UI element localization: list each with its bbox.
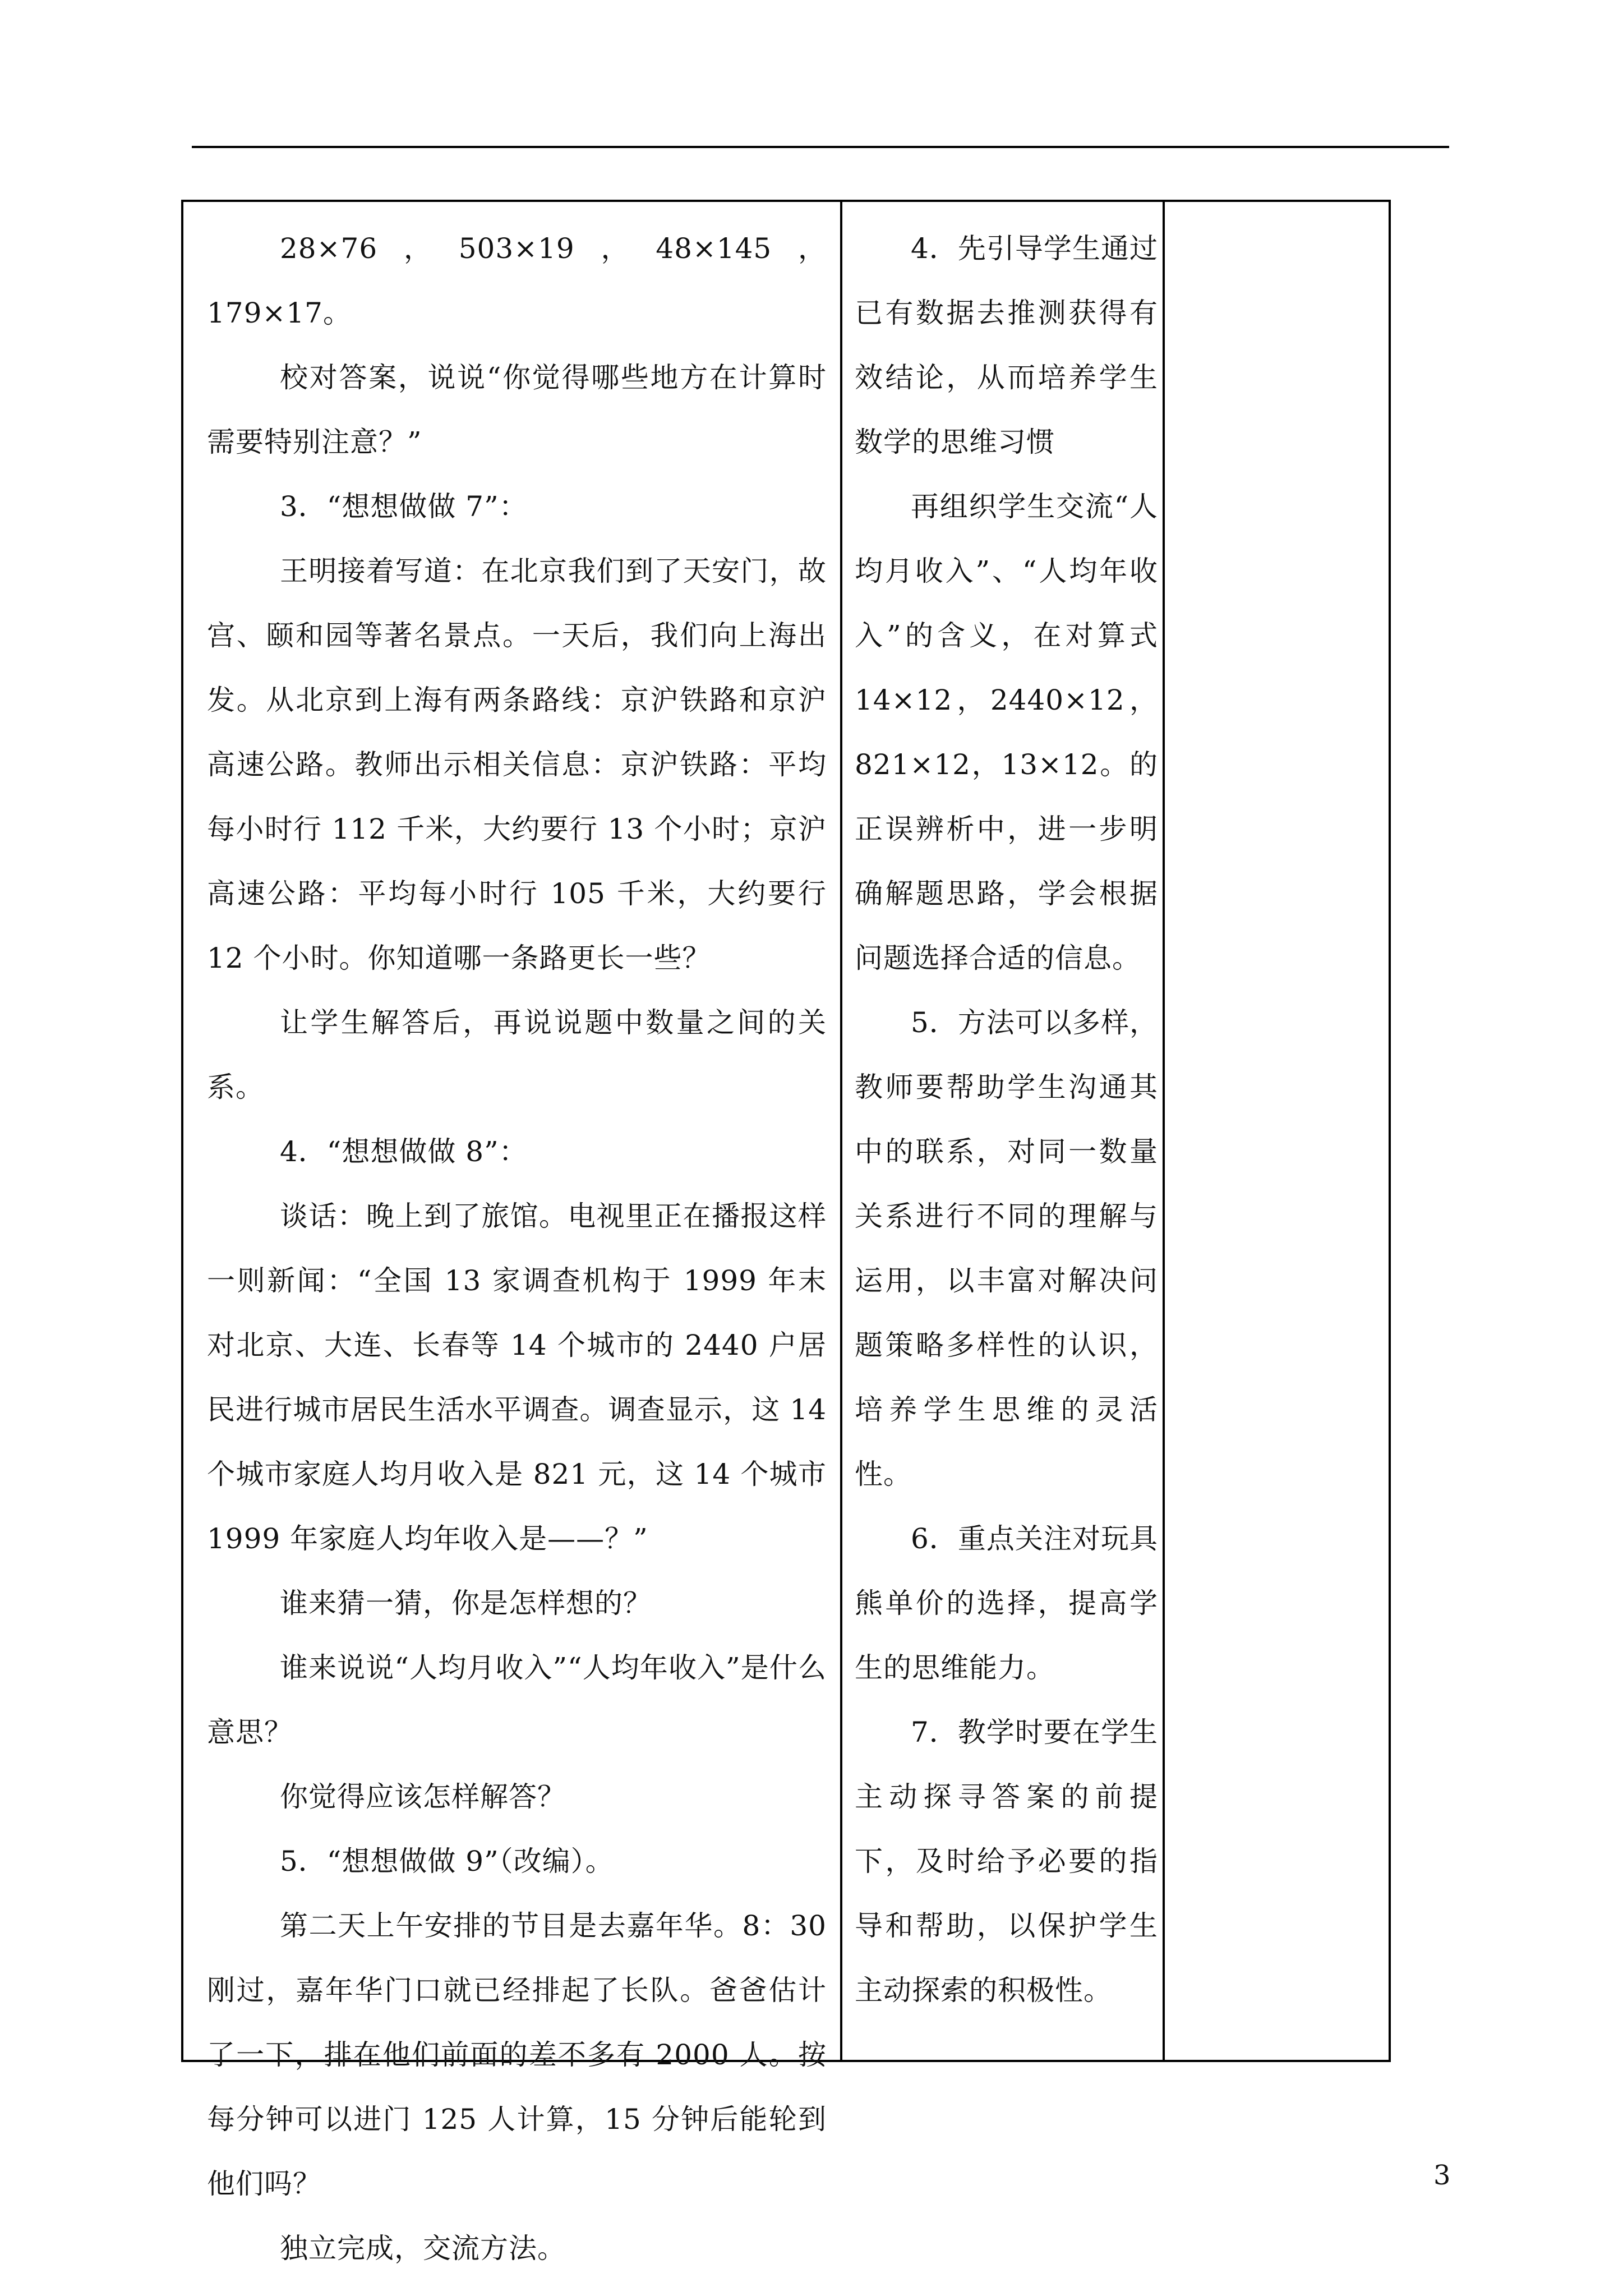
main-paragraph-1: 28×76，503×19，48×145，179×17。 (207, 232, 827, 329)
note-paragraph-3: 5．方法可以多样，教师要帮助学生沟通其中的联系，对同一数量关系进行不同的理解与运用，以丰富对解决问题策略多样性的认识，培养学生思维的灵活性。 (855, 1006, 1158, 1490)
page-number: 3 (1433, 2160, 1451, 2191)
teaching-process-column (183, 202, 842, 2281)
main-paragraph-3: 3．“想想做做 7”： (280, 490, 528, 523)
main-paragraph-5: 让学生解答后，再说说题中数量之间的关系。 (207, 1006, 827, 1103)
note-paragraph-4: 6．重点关注对玩具熊单价的选择，提高学生的思维能力。 (855, 1522, 1158, 1684)
main-paragraph-11: 5．“想想做做 9”（改编）。 (280, 1845, 614, 1878)
main-paragraph-8: 谁来猜一猜，你是怎样想的？ (280, 1587, 652, 1619)
main-paragraph-13: 独立完成，交流方法。 (280, 2232, 566, 2265)
design-notes-column (842, 202, 1165, 2023)
main-paragraph-10: 你觉得应该怎样解答？ (280, 1780, 566, 1813)
main-paragraph-4: 王明接着写道：在北京我们到了天安门，故宫、颐和园等著名景点。一天后，我们向上海出发。从北京到上海有两条路线：京沪铁路和京沪高速公路。教师出示相关信息：京沪铁路：平均每小时行 112 千米，大约要行 13 个小时；京沪高速公路：平均每小时行 105 千米，大约要行 12 个小时。你知道哪一条路更长一些？ (207, 555, 827, 974)
header-rule (192, 146, 1449, 148)
note-paragraph-5: 7．教学时要在学生主动探寻答案的前提下，及时给予必要的指导和帮助，以保护学生主动探索的积极性。 (855, 1716, 1158, 2007)
lesson-table (181, 200, 1391, 2265)
main-paragraph-7: 谈话：晚上到了旅馆。电视里正在播报这样一则新闻：“全国 13 家调查机构于 1999 年末对北京、大连、长春等 14 个城市的 2440 户居民进行城市居民生活水平调查。调查显示，这 14 个城市家庭人均月收入是 821 元，这 14 个城市 1999 年家庭人均年收入是——？” (207, 1200, 827, 1555)
main-paragraph-12: 第二天上午安排的节目是去嘉年华。8：30 刚过，嘉年华门口就已经排起了长队。爸爸估计了一下，排在他们前面的差不多有 2000 人。按每分钟可以进门 125 人计算，15 分钟后能轮到他们吗？ (207, 1910, 827, 2200)
main-paragraph-6: 4．“想想做做 8”： (280, 1135, 528, 1168)
note-paragraph-2: 再组织学生交流“人均月收入”、“人均年收入”的含义，在对算式 14×12，2440×12，821×12，13×12。的正误辨析中，进一步明确解题思路，学会根据问题选择合适的信息。 (855, 490, 1158, 974)
main-paragraph-9: 谁来说说“人均月收入”“人均年收入”是什么意思？ (207, 1651, 827, 1749)
note-paragraph-1: 4．先引导学生通过已有数据去推测获得有效结论，从而培养学生数学的思维习惯 (855, 232, 1158, 458)
main-paragraph-2: 校对答案，说说“你觉得哪些地方在计算时需要特别注意？” (207, 361, 827, 458)
